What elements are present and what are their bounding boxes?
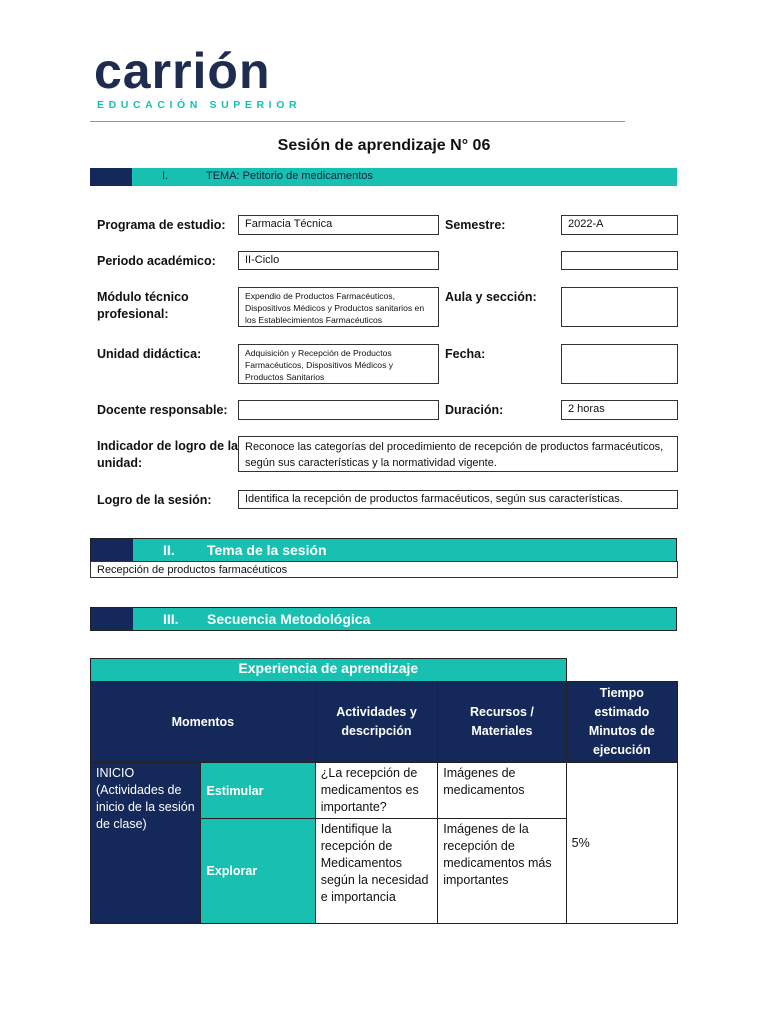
aula-field[interactable] [561, 287, 678, 327]
indicador-label-line2: unidad: [97, 456, 143, 470]
inicio-cell: INICIO (Actividades de inicio de la sesión de clase) [91, 763, 201, 924]
semestre-label: Semestre: [445, 218, 506, 232]
logo-divider [90, 121, 625, 122]
header-actividades: Actividades y descripción [315, 682, 438, 763]
fecha-field[interactable] [561, 344, 678, 384]
section-3-number: III. [163, 611, 179, 627]
band-accent [90, 168, 132, 186]
activity-estimular: ¿La recepción de medicamentos es importante? [315, 763, 438, 819]
duracion-field[interactable]: 2 horas [561, 400, 678, 420]
modulo-label-line2: profesional: [97, 307, 169, 321]
modulo-field[interactable]: Expendio de Productos Farmacéuticos, Dispositivos Médicos y Productos sanitarios en los Establecimientos Farmacéuticos [238, 287, 439, 327]
step-estimular: Estimular [201, 763, 315, 819]
logro-field[interactable]: Identifica la recepción de productos farmacéuticos, según sus características. [238, 490, 678, 509]
step-explorar: Explorar [201, 819, 315, 924]
activity-explorar: Identifique la recepción de Medicamentos según la necesidad e importancia [315, 819, 438, 924]
indicador-field[interactable]: Reconoce las categorías del procedimiento de recepción de productos farmacéuticos, según sus características y la normatividad vigente. [238, 436, 678, 472]
section-2-number: II. [163, 542, 175, 558]
docente-label: Docente responsable: [97, 403, 228, 417]
semestre-field[interactable]: 2022-A [561, 215, 678, 235]
experience-title: Experiencia de aprendizaje [91, 659, 567, 682]
band-accent [91, 539, 133, 561]
modulo-label [97, 289, 189, 323]
fecha-label: Fecha: [445, 347, 486, 361]
section-2-content: Recepción de productos farmacéuticos [90, 561, 678, 578]
section-3-title: Secuencia Metodológica [207, 611, 371, 627]
experience-table [90, 658, 678, 924]
section-1-number: I. [162, 170, 169, 182]
resources-estimular: Imágenes de medicamentos [438, 763, 566, 819]
indicador-label [97, 438, 238, 472]
modulo-label-line1: Módulo técnico [97, 290, 189, 304]
header-tiempo: Tiempo estimado Minutos de ejecución [566, 682, 677, 763]
unidad-field[interactable]: Adquisición y Recepción de Productos Farmacéuticos, Dispositivos Médicos y Productos Sanitarios [238, 344, 439, 384]
logo-tagline: EDUCACIÓN SUPERIOR [97, 99, 302, 111]
periodo-extra-field[interactable] [561, 251, 678, 270]
page-title: Sesión de aprendizaje N° 06 [277, 137, 491, 154]
docente-field[interactable] [238, 400, 439, 420]
aula-label: Aula y sección: [445, 290, 537, 304]
periodo-field[interactable]: II-Ciclo [238, 251, 439, 270]
indicador-label-line1: Indicador de logro de la [97, 439, 238, 453]
logro-label: Logro de la sesión: [97, 493, 212, 507]
periodo-label: Periodo académico: [97, 254, 216, 268]
unidad-label: Unidad didáctica: [97, 347, 202, 361]
section-2-title: Tema de la sesión [207, 542, 327, 558]
header-momentos: Momentos [91, 682, 316, 763]
logo-wordmark: carrión [94, 43, 271, 99]
resources-explorar: Imágenes de la recepción de medicamentos más importantes [438, 819, 566, 924]
section-3-band [90, 607, 677, 631]
duracion-label: Duración: [445, 403, 504, 417]
section-2-band [90, 538, 677, 562]
time-cell: 5% [566, 763, 677, 924]
programa-label: Programa de estudio: [97, 218, 226, 232]
section-1-band [90, 168, 677, 186]
header-recursos: Recursos / Materiales [438, 682, 566, 763]
programa-field[interactable]: Farmacia Técnica [238, 215, 439, 235]
section-1-topic: TEMA: Petitorio de medicamentos [206, 170, 373, 182]
band-accent [91, 608, 133, 630]
